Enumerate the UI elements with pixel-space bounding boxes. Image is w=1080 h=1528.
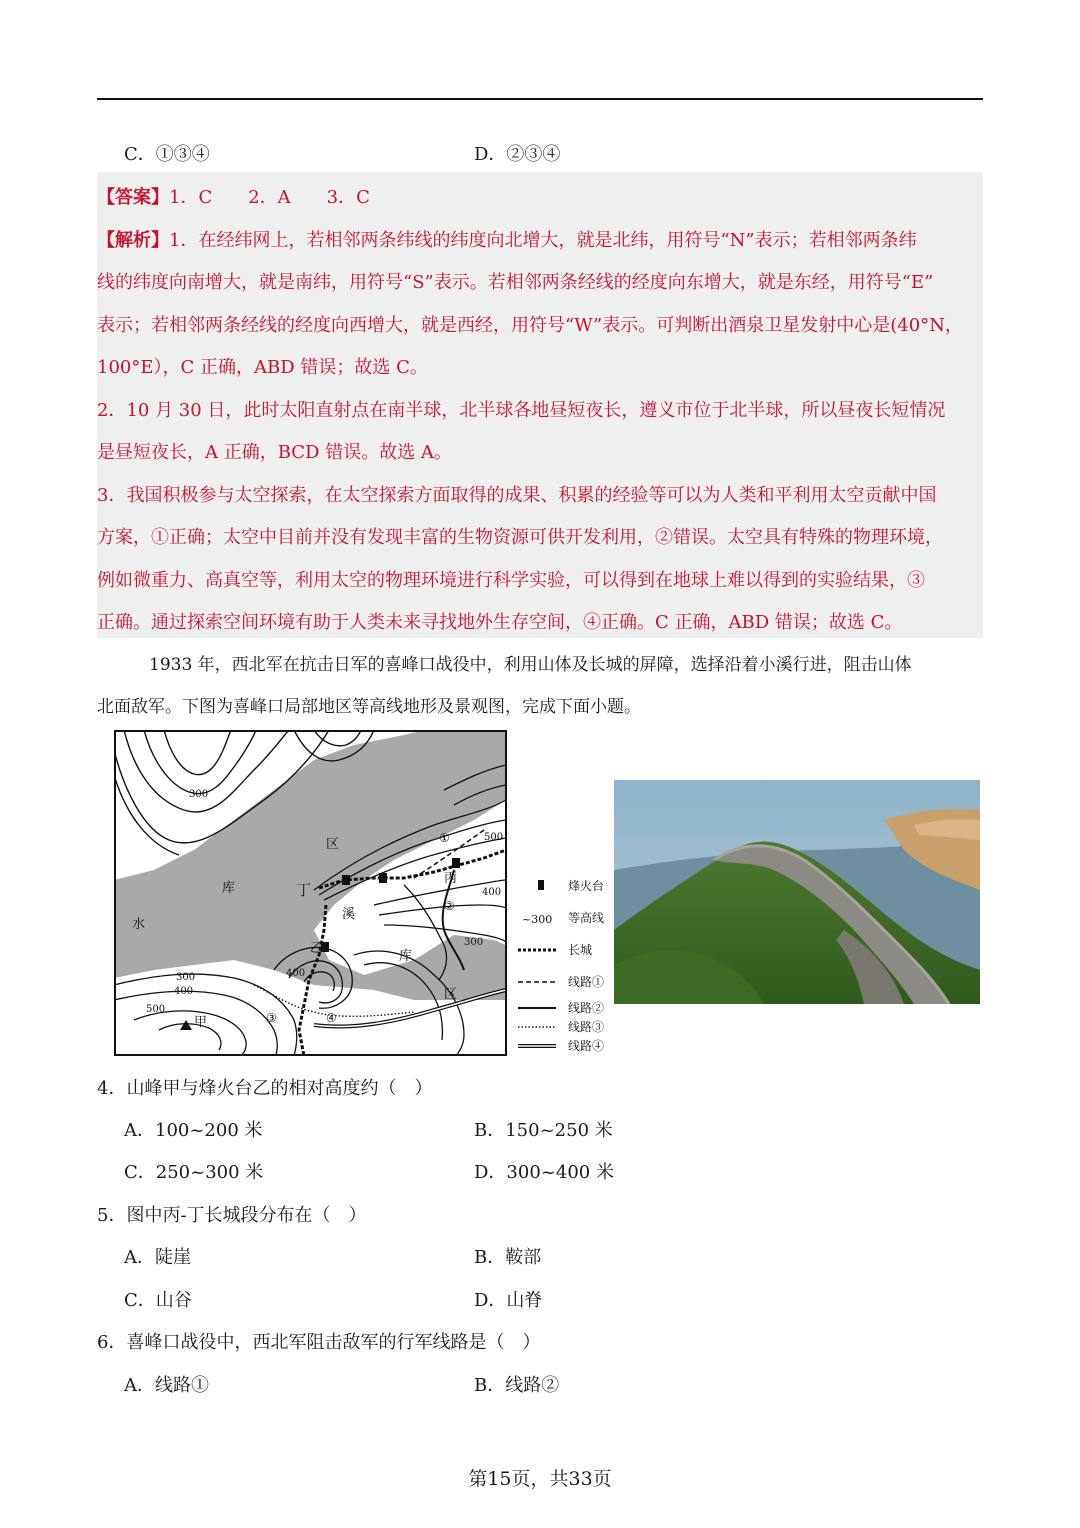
label-bing: 丙 [444,871,458,886]
contour-map [114,730,614,1056]
question-4-stem: 4．山峰甲与烽火台乙的相对高度约（ ） [97,1078,433,1099]
label-c500a: 500 [146,1004,166,1015]
question-6-options-row1 [124,1371,984,1399]
analysis-line-3: 表示；若相邻两条经线的经度向西增大，就是西经，用符号“W”表示。可判断出酒泉卫星发射中心是(40°N， [97,315,963,336]
q6-option-a: A．线路① [124,1375,209,1396]
label-qu2: 区 [444,987,458,1002]
label-r1: ① [439,831,450,845]
analysis-tag: 【解析】 [97,230,169,251]
legend-route3: 线路③ [568,1020,605,1034]
q5-option-a: A．陡崖 [124,1247,191,1268]
beacon-tower-bing [452,858,460,868]
label-yi: 乙 [310,941,324,956]
legend-route1: 线路① [568,975,605,989]
question-5-stem: 5．图中丙-丁长城段分布在（ ） [97,1205,367,1226]
question-6-stem: 6．喜峰口战役中，西北军阻击敌军的行军线路是（ ） [97,1332,541,1353]
label-c300a: 300 [189,789,209,800]
answer-line [97,183,983,209]
label-c400b: 400 [286,968,306,979]
label-shui: 水 [132,917,146,932]
q4-option-b: B．150~250 米 [474,1120,613,1141]
contour-map-svg [114,730,614,1056]
analysis-line-5: 2．10 月 30 日，此时太阳直射点在南半球，北半球各地昼短夜长，遵义市位于北半球，所以昼夜长短情况 [97,400,946,421]
beacon-tower-east [379,873,387,883]
header-rule [97,98,983,100]
label-c300c: 300 [464,937,484,948]
legend-beacon-icon [538,880,544,890]
q4-option-d: D．300~400 米 [474,1162,614,1183]
label-ku2: 库 [399,949,413,964]
label-c400a: 400 [174,986,194,997]
q4-option-a: A．100~200 米 [124,1120,263,1141]
question-5-options-row2 [124,1286,984,1314]
q5-option-b: B．鞍部 [474,1247,542,1268]
label-r3: ③ [266,1011,277,1025]
question-4-options-row2 [124,1158,984,1186]
intro-line-2: 北面敌军。下图为喜峰口局部地区等高线地形及景观图，完成下面小题。 [97,697,641,717]
intro-line-1: 1933 年，西北军在抗击日军的喜峰口战役中，利用山体及长城的屏障，选择沿着小溪行进，阻击山体 [149,655,912,675]
label-r2: ② [444,899,455,913]
beacon-tower-ding [342,875,350,885]
question-5-options-row1 [124,1243,984,1271]
answer-text: 1．C 2．A 3．C [169,187,370,208]
question-4-options-row1 [124,1116,984,1144]
label-r4: ④ [326,1011,337,1025]
legend-route2: 线路② [568,1001,605,1015]
label-c400c: 400 [482,887,502,898]
analysis-line-8: 方案，①正确；太空中目前并没有发现丰富的生物资源可供开发利用，②错误。太空具有特殊的物理环境， [97,527,943,548]
page-footer: 第15页，共33页 [468,1468,612,1490]
analysis-line-2: 线的纬度向南增大，就是南纬，用符号“S”表示。若相邻两条经线的经度向东增大，就是东经，用符号“E” [97,272,934,293]
q5-option-c: C．山谷 [124,1290,192,1311]
answer-tag: 【答案】 [97,187,169,208]
label-c300b: 300 [176,972,196,983]
q6-option-b: B．线路② [474,1375,560,1396]
q4-option-c: C．250~300 米 [124,1162,264,1183]
legend-beacon: 烽火台 [568,879,605,893]
legend-route4: 线路④ [568,1039,605,1053]
label-ding: 丁 [296,881,312,899]
q5-option-d: D．山脊 [474,1290,543,1311]
option-c: C．①③④ [124,144,210,165]
label-qu1: 区 [326,837,340,852]
legend-contour: 等高线 [568,911,605,925]
analysis-line-9: 例如微重力、高真空等，利用太空的物理环境进行科学实验，可以得到在地球上难以得到的实验结果，③ [97,570,925,591]
analysis-line-6: 是昼短夜长，A 正确，BCD 错误。故选 A。 [97,442,452,463]
label-jia: 甲 [194,1015,208,1030]
label-c500b: 500 [484,832,504,843]
analysis-line-7: 3．我国积极参与太空探索，在太空探索方面取得的成果、积累的经验等可以为人类和平利用太空贡献中国 [97,485,937,506]
analysis-line-10: 正确。通过探索空间环境有助于人类未来寻找地外生存空间，④正确。C 正确，ABD 错误；故选 C。 [97,612,903,633]
legend-contour-sample: ~300 [522,913,553,926]
analysis-line-1: 【解析】1．在经纬网上，若相邻两条纬线的纬度向北增大，就是北纬，用符号“N”表示；若相邻两条纬 [97,230,917,251]
great-wall-photo [614,780,980,1004]
analysis-line-4: 100°E），C 正确，ABD 错误；故选 C。 [97,357,428,378]
label-ku: 库 [222,881,236,896]
prev-options [124,140,984,168]
legend-wall: 长城 [568,943,593,957]
label-xi: 溪 [342,907,356,922]
option-d: D．②③④ [474,144,561,165]
